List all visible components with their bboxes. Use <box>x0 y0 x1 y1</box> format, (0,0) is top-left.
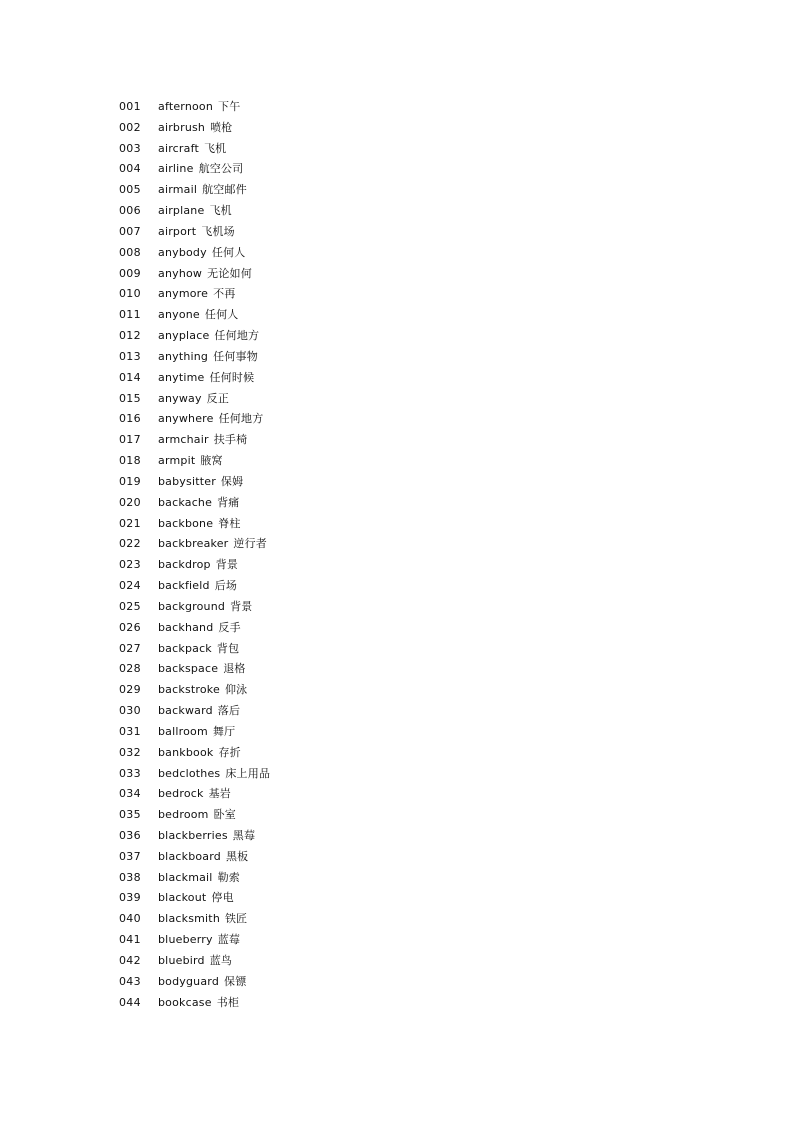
entry-word: airbrush <box>158 120 206 134</box>
entry-meaning: 逆行者 <box>233 537 267 551</box>
list-item <box>119 389 419 410</box>
entry-number: 022 <box>119 537 141 551</box>
entry-meaning: 任何时候 <box>209 370 255 384</box>
entry-number: 005 <box>119 183 141 197</box>
entry-number: 032 <box>119 745 141 759</box>
entry-word: bodyguard <box>158 974 220 988</box>
entry-meaning: 后场 <box>214 579 238 593</box>
entry-number: 010 <box>119 287 141 301</box>
list-item <box>119 284 419 305</box>
entry-word: anyhow <box>158 266 203 280</box>
entry-word: backbone <box>158 516 214 530</box>
entry-number: 019 <box>119 474 141 488</box>
list-item <box>119 326 419 347</box>
entry-number: 002 <box>119 120 141 134</box>
list-item <box>119 784 419 805</box>
entry-meaning: 反正 <box>206 391 230 405</box>
entry-number: 012 <box>119 329 141 343</box>
list-item <box>119 222 419 243</box>
list-item <box>119 451 419 472</box>
entry-number: 020 <box>119 495 141 509</box>
entry-number: 044 <box>119 995 141 1009</box>
entry-number: 027 <box>119 641 141 655</box>
entry-number: 036 <box>119 828 141 842</box>
entry-meaning: 背痛 <box>217 495 240 509</box>
list-item <box>119 430 419 451</box>
list-item <box>119 888 419 909</box>
entry-number: 017 <box>119 433 141 447</box>
entry-word: aircraft <box>158 141 199 155</box>
entry-meaning: 任何人 <box>204 308 239 322</box>
entry-word: backspace <box>158 662 219 676</box>
entry-meaning: 飞机 <box>203 141 227 155</box>
entry-meaning: 卧室 <box>213 808 236 822</box>
list-item <box>119 472 419 493</box>
list-item <box>119 514 419 535</box>
entry-word: anyplace <box>158 329 210 343</box>
entry-number: 040 <box>119 912 141 926</box>
entry-number: 023 <box>119 558 141 572</box>
entry-number: 006 <box>119 204 141 218</box>
list-item <box>119 826 419 847</box>
list-item <box>119 805 419 826</box>
list-item <box>119 659 419 680</box>
entry-meaning: 落后 <box>217 704 241 718</box>
entry-meaning: 蓝鸟 <box>209 953 233 967</box>
list-item <box>119 118 419 139</box>
list-item <box>119 243 419 264</box>
list-item <box>119 993 419 1014</box>
entry-number: 013 <box>119 349 141 363</box>
entry-meaning: 书柜 <box>216 995 240 1009</box>
entry-meaning: 停电 <box>211 891 234 905</box>
list-item <box>119 305 419 326</box>
list-item <box>119 930 419 951</box>
entry-meaning: 勒索 <box>217 870 240 884</box>
entry-number: 026 <box>119 620 141 634</box>
entry-number: 033 <box>119 766 141 780</box>
entry-word: bedroom <box>158 808 209 822</box>
entry-number: 028 <box>119 662 141 676</box>
list-item <box>119 180 419 201</box>
list-item <box>119 97 419 118</box>
entry-word: blueberry <box>158 933 213 947</box>
entry-word: airline <box>158 162 194 176</box>
list-item <box>119 743 419 764</box>
entry-meaning: 保姆 <box>220 474 244 488</box>
entry-word: bedrock <box>158 787 204 801</box>
entry-number: 029 <box>119 683 141 697</box>
entry-word: armpit <box>158 454 196 468</box>
entry-word: anybody <box>158 245 207 259</box>
entry-meaning: 舞厅 <box>212 724 236 738</box>
entry-word: anytime <box>158 370 205 384</box>
list-item <box>119 264 419 285</box>
list-item <box>119 555 419 576</box>
entry-number: 008 <box>119 245 141 259</box>
list-item <box>119 534 419 555</box>
entry-word: blacksmith <box>158 912 220 926</box>
entry-word: backbreaker <box>158 537 229 551</box>
entry-word: backhand <box>158 620 214 634</box>
entry-meaning: 任何人 <box>211 245 246 259</box>
entry-number: 041 <box>119 933 141 947</box>
entry-meaning: 任何地方 <box>218 412 264 426</box>
list-item <box>119 159 419 180</box>
entry-word: anymore <box>158 287 209 301</box>
entry-word: backward <box>158 704 213 718</box>
list-item <box>119 139 419 160</box>
entry-number: 004 <box>119 162 141 176</box>
entry-word: blackout <box>158 891 207 905</box>
list-item <box>119 909 419 930</box>
entry-word: backstroke <box>158 683 220 697</box>
entry-word: blackberries <box>158 828 228 842</box>
entry-meaning: 退格 <box>223 662 246 676</box>
entry-meaning: 蓝莓 <box>217 933 241 947</box>
entry-number: 035 <box>119 808 141 822</box>
entry-number: 014 <box>119 370 141 384</box>
list-item <box>119 701 419 722</box>
entry-word: airmail <box>158 183 198 197</box>
entry-word: anywhere <box>158 412 214 426</box>
entry-word: anyway <box>158 391 202 405</box>
entry-word: bankbook <box>158 745 214 759</box>
list-item <box>119 409 419 430</box>
entry-word: anyone <box>158 308 200 322</box>
entry-word: backache <box>158 495 213 509</box>
entry-word: backfield <box>158 579 210 593</box>
entry-meaning: 任何地方 <box>214 329 260 343</box>
entry-meaning: 航空邮件 <box>202 183 247 197</box>
word-list <box>119 97 419 1013</box>
entry-meaning: 背景 <box>215 558 239 572</box>
entry-number: 034 <box>119 787 141 801</box>
list-item <box>119 639 419 660</box>
entry-meaning: 不再 <box>213 287 236 301</box>
entry-number: 021 <box>119 516 141 530</box>
entry-number: 037 <box>119 849 141 863</box>
entry-number: 039 <box>119 891 141 905</box>
entry-meaning: 下午 <box>218 100 241 113</box>
entry-word: backpack <box>158 641 212 655</box>
entry-number: 030 <box>119 704 141 718</box>
entry-meaning: 基岩 <box>208 787 231 801</box>
list-item <box>119 201 419 222</box>
entry-word: backdrop <box>158 558 211 572</box>
entry-meaning: 任何事物 <box>213 349 258 363</box>
entry-meaning: 背景 <box>230 599 253 613</box>
entry-number: 003 <box>119 141 141 155</box>
entry-word: ballroom <box>158 724 208 738</box>
entry-number: 016 <box>119 412 141 426</box>
entry-number: 038 <box>119 870 141 884</box>
entry-word: background <box>158 599 226 613</box>
entry-meaning: 黑莓 <box>232 828 256 842</box>
entry-meaning: 铁匠 <box>224 912 248 926</box>
entry-meaning: 存折 <box>218 745 241 759</box>
entry-meaning: 扶手椅 <box>213 433 248 447</box>
entry-number: 024 <box>119 579 141 593</box>
entry-meaning: 脊柱 <box>218 516 241 530</box>
entry-number: 009 <box>119 266 141 280</box>
entry-number: 025 <box>119 599 141 613</box>
list-item <box>119 972 419 993</box>
list-item <box>119 347 419 368</box>
list-item <box>119 576 419 597</box>
entry-meaning: 反手 <box>218 620 241 634</box>
entry-word: armchair <box>158 433 209 447</box>
list-item <box>119 764 419 785</box>
entry-word: airplane <box>158 204 205 218</box>
entry-word: blackmail <box>158 870 213 884</box>
entry-number: 011 <box>119 308 141 322</box>
entry-number: 043 <box>119 974 141 988</box>
entry-word: bookcase <box>158 995 212 1009</box>
entry-word: airport <box>158 224 197 238</box>
list-item <box>119 680 419 701</box>
entry-number: 042 <box>119 953 141 967</box>
entry-meaning: 仰泳 <box>224 683 248 697</box>
list-item <box>119 368 419 389</box>
entry-word: babysitter <box>158 474 216 488</box>
entry-number: 007 <box>119 224 141 238</box>
list-item <box>119 722 419 743</box>
list-item <box>119 493 419 514</box>
entry-meaning: 飞机 <box>209 204 232 218</box>
entry-word: anything <box>158 349 209 363</box>
entry-meaning: 保镖 <box>224 974 247 988</box>
list-item <box>119 618 419 639</box>
entry-meaning: 无论如何 <box>207 266 252 280</box>
entry-meaning: 航空公司 <box>198 162 244 176</box>
entry-word: bedclothes <box>158 766 221 780</box>
entry-number: 001 <box>119 100 141 113</box>
entry-word: afternoon <box>158 100 214 113</box>
list-item <box>119 951 419 972</box>
entry-meaning: 床上用品 <box>225 766 271 780</box>
list-item <box>119 597 419 618</box>
entry-meaning: 背包 <box>216 641 240 655</box>
entry-number: 031 <box>119 724 141 738</box>
entry-meaning: 喷枪 <box>210 120 233 134</box>
entry-meaning: 黑板 <box>225 849 249 863</box>
list-item <box>119 847 419 868</box>
list-item <box>119 868 419 889</box>
entry-number: 015 <box>119 391 141 405</box>
entry-word: bluebird <box>158 953 205 967</box>
entry-number: 018 <box>119 454 141 468</box>
entry-meaning: 腋窝 <box>200 454 223 468</box>
entry-word: blackboard <box>158 849 221 863</box>
entry-meaning: 飞机场 <box>201 224 235 238</box>
